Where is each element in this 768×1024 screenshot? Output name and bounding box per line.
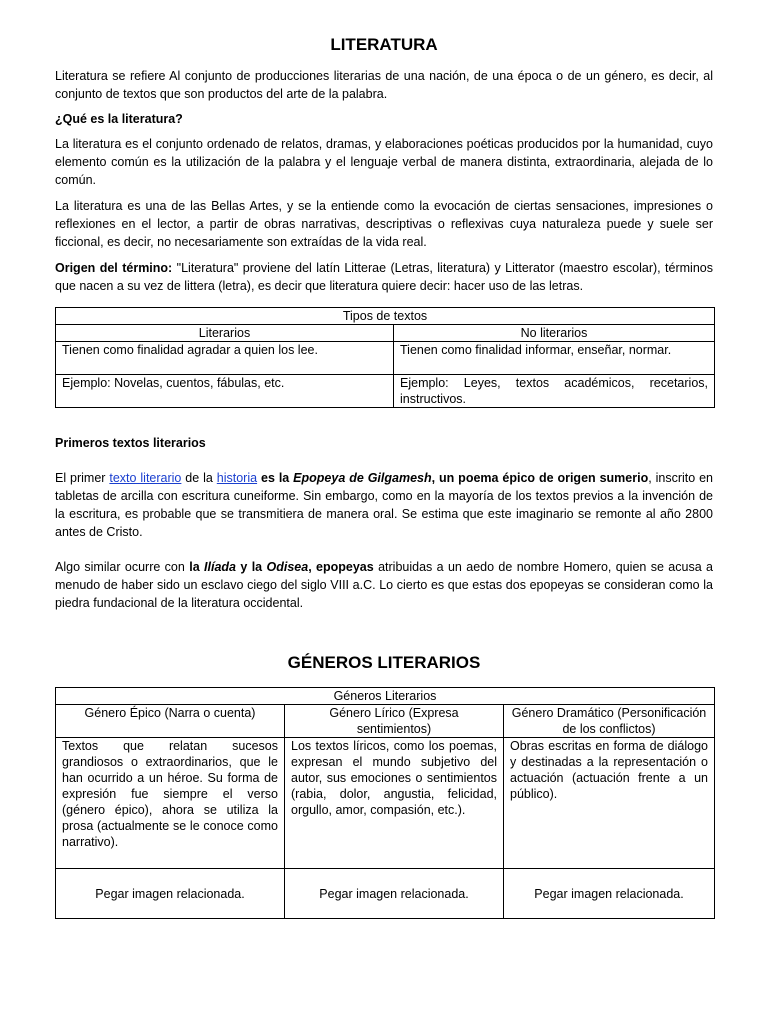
- text-types-table: [55, 307, 715, 408]
- literary-header: Literarios: [56, 325, 394, 342]
- text-types-caption: Tipos de textos: [56, 308, 715, 325]
- epic-header: Género Épico (Narra o cuenta): [56, 705, 285, 738]
- text-span: y la: [236, 560, 267, 574]
- dramatic-header: Género Dramático (Personificación de los conflictos): [504, 705, 715, 738]
- text-span: , un poema épico de origen sumerio: [431, 471, 649, 485]
- intro-paragraph: Literatura se refiere Al conjunto de producciones literarias de una nación, de una época o de un género, es decir, al conjunto de textos que son productos del arte de la palabra.: [55, 69, 713, 101]
- literary-purpose: Tienen como finalidad agradar a quien los lee.: [56, 342, 394, 375]
- text-span: la: [189, 560, 205, 574]
- question-heading: ¿Qué es la literatura?: [55, 112, 183, 126]
- text-span: , inscrito en tabletas de arcilla con escritura cuneiforme. Sin embargo, como en la mayoría de los textos previos a la invención de la escritura, es probable que se transmitiera de manera oral. Se estima que este imaginario se remonte al año 2800 antes de Cristo.: [55, 471, 714, 539]
- dramatic-image-placeholder: Pegar imagen relacionada.: [504, 869, 715, 919]
- non-literary-header: No literarios: [394, 325, 715, 342]
- literary-examples: Ejemplo: Novelas, cuentos, fábulas, etc.: [56, 375, 394, 408]
- origin-label: Origen del término:: [55, 261, 173, 275]
- homer-paragraph: [55, 558, 713, 612]
- page-title: LITERATURA: [330, 35, 438, 54]
- dramatic-description: Obras escritas en forma de diálogo y destinadas a la representación o actuación (actuación frente a un público).: [504, 738, 715, 869]
- text-span: Algo similar ocurre con: [55, 560, 190, 574]
- epic-image-placeholder: Pegar imagen relacionada.: [56, 869, 285, 919]
- iliad-title: Ilíada: [204, 560, 236, 574]
- historia-link[interactable]: historia: [216, 471, 258, 485]
- text-span: El primer: [55, 471, 110, 485]
- gilgamesh-paragraph: [55, 469, 713, 541]
- lyric-header: Género Lírico (Expresa sentimientos): [285, 705, 504, 738]
- non-literary-purpose: Tienen como finalidad informar, enseñar, normar.: [394, 342, 715, 375]
- epic-description: Textos que relatan sucesos grandiosos o extraordinarios, que le han ocurrido a un héroe. Su forma de expresión fue siempre el verso (género épico), ahora se utiliza la prosa (actualmente se le conoce como narrativo).: [56, 738, 285, 869]
- genres-title: GÉNEROS LITERARIOS: [287, 653, 481, 672]
- origin-paragraph: [55, 259, 713, 295]
- definition-paragraph: La literatura es el conjunto ordenado de relatos, dramas, y elaboraciones poéticas producidos por la humanidad, cuyo elemento común es la utilización de la palabra y el lenguaje verbal de manera distinta, extraordinaria, alejada de lo común.: [55, 137, 713, 187]
- text-span: de la: [181, 471, 217, 485]
- genres-caption: Géneros Literarios: [56, 688, 715, 705]
- texto-literario-link[interactable]: texto literario: [109, 471, 182, 485]
- bellas-artes-paragraph: La literatura es una de las Bellas Artes, y se la entiende como la evocación de ciertas sensaciones, impresiones o reflexiones en el lector, a partir de obras narrativas, descriptivas o reflexivas cuya naturaleza puede y suele ser ficcional, es decir, no necesariamente son extraídas de la vida real.: [55, 199, 713, 249]
- text-span: atribuidas a un aedo de nombre Homero, quien se acusa a menudo de haber sido un esclavo ciego del siglo VIII a.C. Lo cierto es que estas dos epopeyas se consideran como la piedra fundacional de la literatura occidental.: [55, 560, 713, 610]
- first-texts-heading: Primeros textos literarios: [55, 436, 206, 450]
- text-span: , epopeyas: [308, 560, 374, 574]
- text-span: es la: [257, 471, 294, 485]
- gilgamesh-title: Epopeya de Gilgamesh: [293, 471, 432, 485]
- non-literary-examples: Ejemplo: Leyes, textos académicos, recetarios, instructivos.: [394, 375, 715, 408]
- lyric-image-placeholder: Pegar imagen relacionada.: [285, 869, 504, 919]
- genres-table: [55, 687, 715, 919]
- lyric-description: Los textos líricos, como los poemas, expresan el mundo subjetivo del autor, sus emociones o sentimientos (rabia, dolor, angustia, felicidad, orgullo, amor, compasión, etc.).: [285, 738, 504, 869]
- document-page: [55, 34, 713, 919]
- origin-text: "Literatura" proviene del latín Litterae (Letras, literatura) y Litterator (maestro escolar), términos que nacen a su vez de littera (letra), es decir que literatura quiere decir: hacer uso de las letras.: [55, 261, 713, 293]
- odyssey-title: Odisea: [266, 560, 309, 574]
